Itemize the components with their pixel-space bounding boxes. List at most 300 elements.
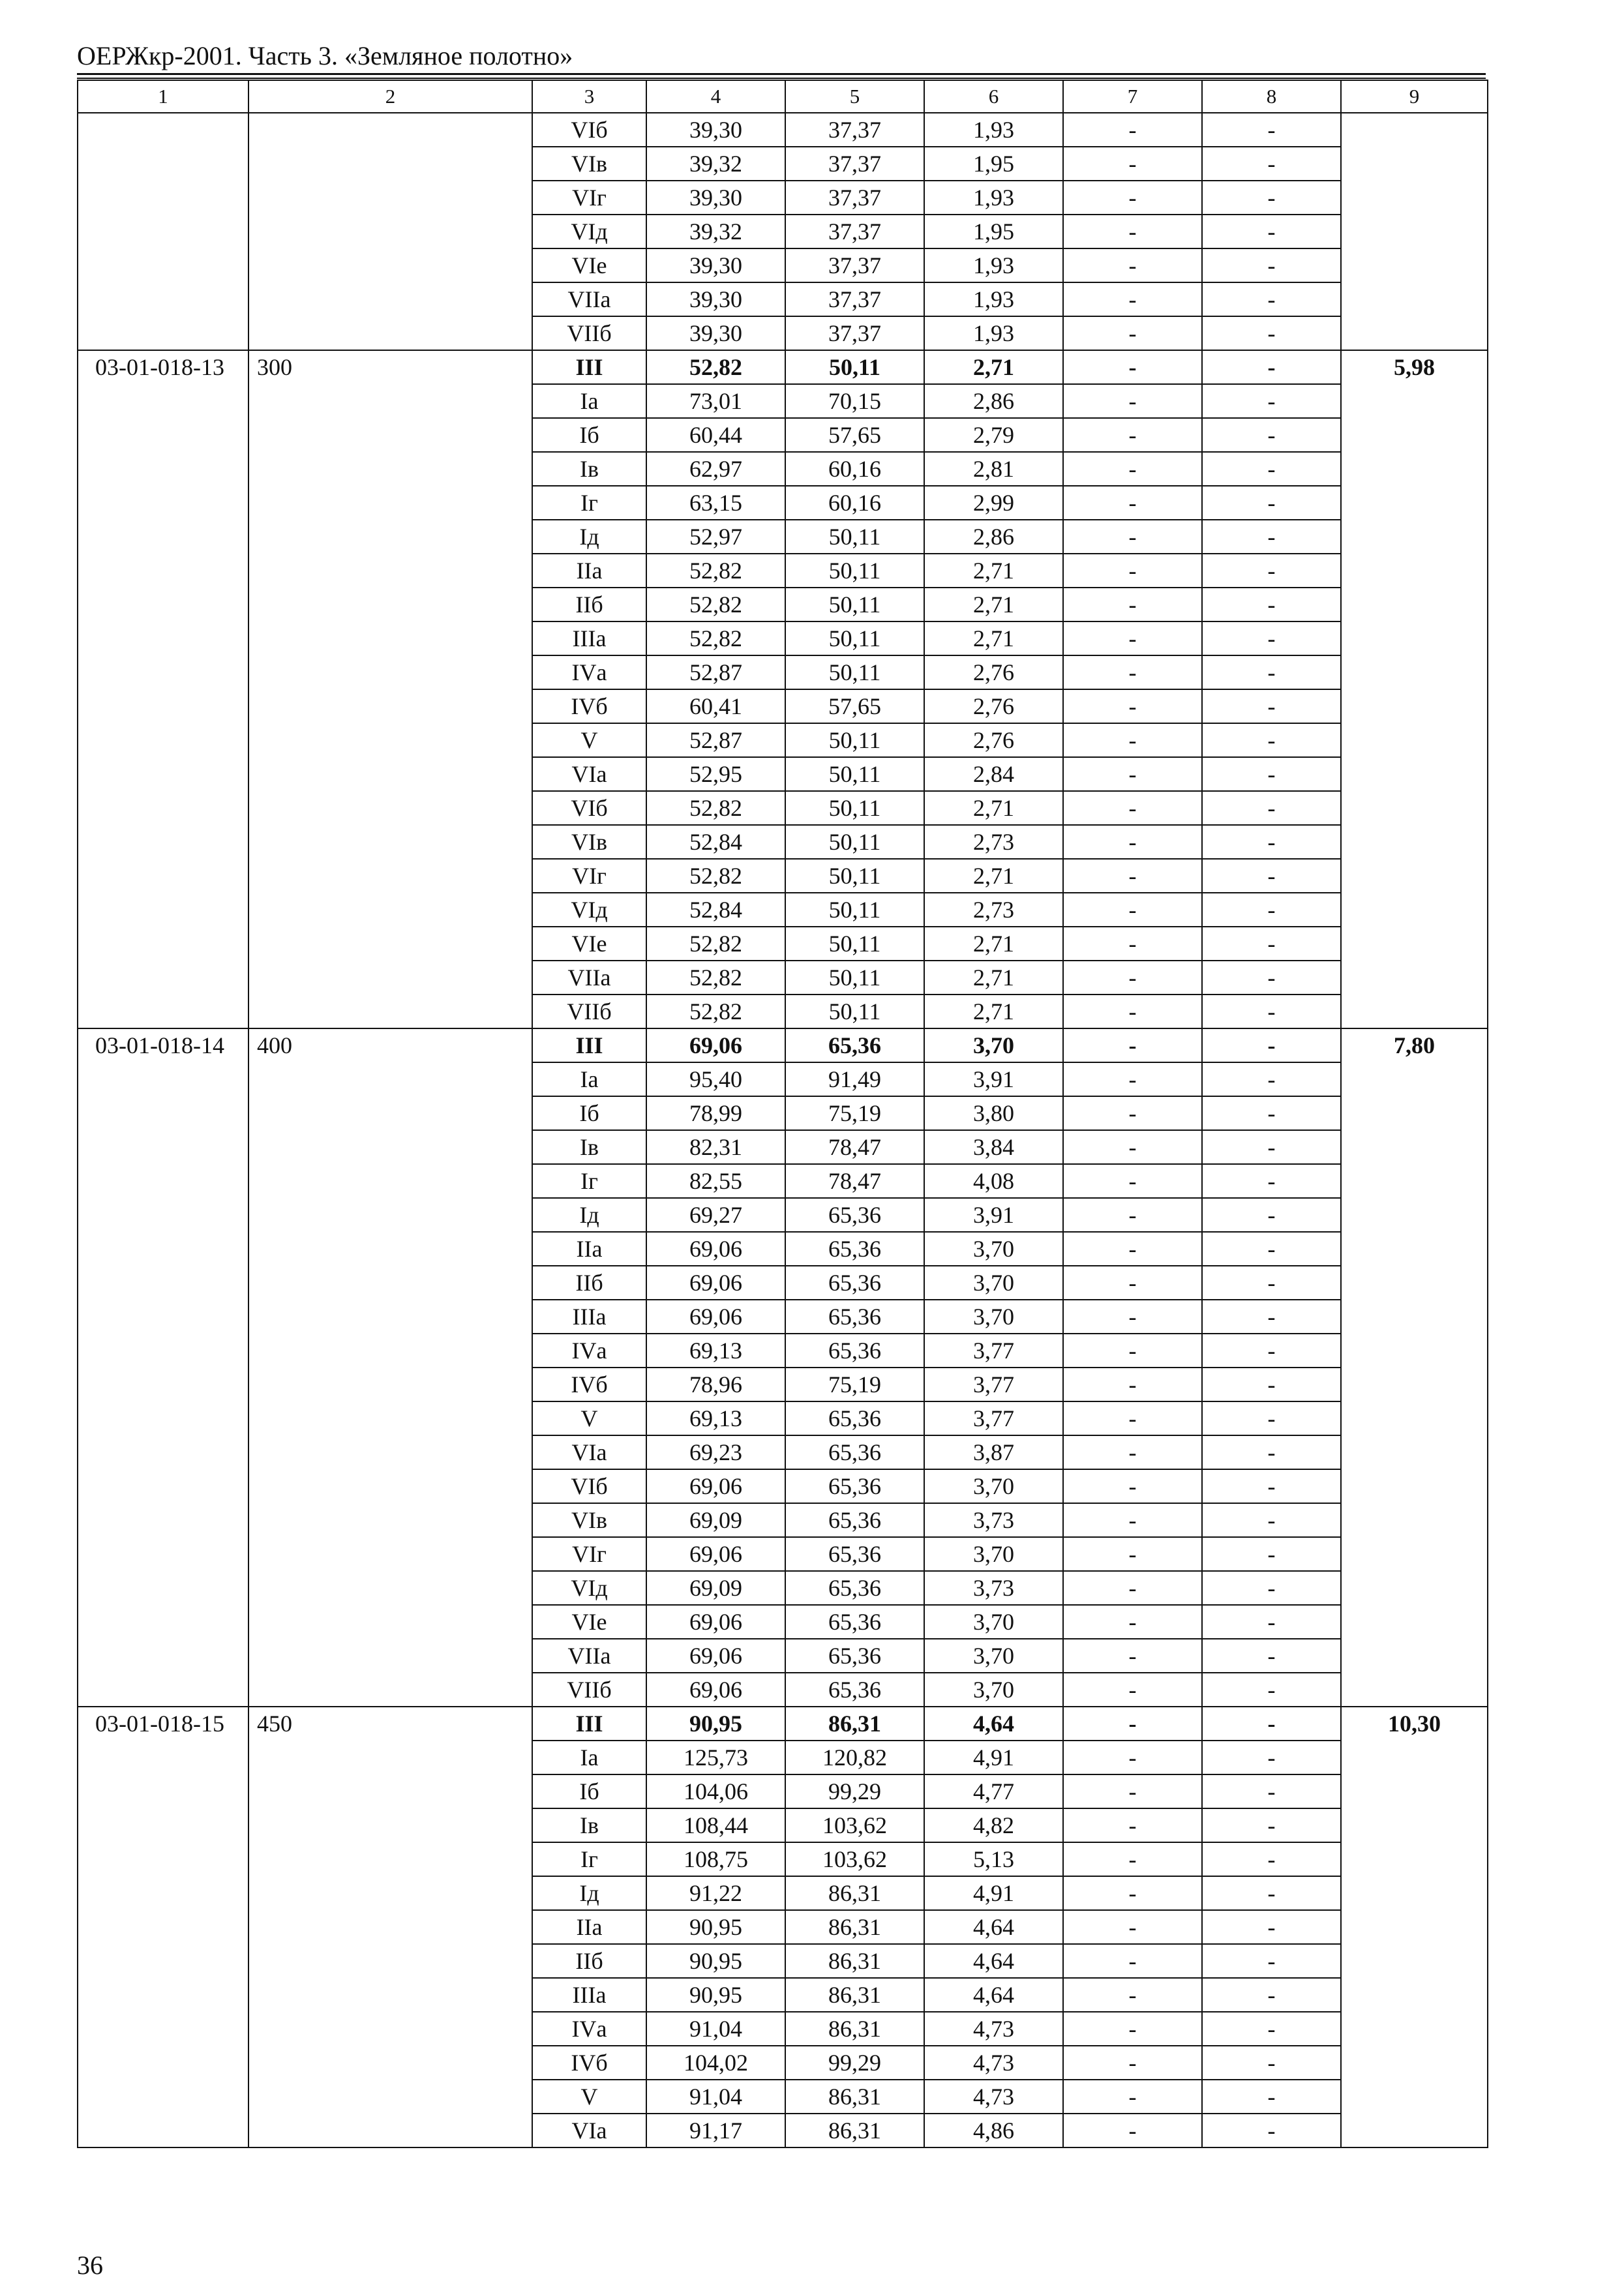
variant-cell: III xyxy=(532,1707,646,1741)
total-cost-cell: 104,02 xyxy=(646,2046,785,2080)
machine-cost-cell: 3,77 xyxy=(924,1401,1063,1435)
col8-cell: - xyxy=(1202,961,1341,995)
labor-cost-cell: 99,29 xyxy=(785,2046,924,2080)
machine-cost-cell: 4,64 xyxy=(924,1707,1063,1741)
col8-cell: - xyxy=(1202,655,1341,689)
variant-cell: IVб xyxy=(532,1368,646,1401)
machine-cost-cell: 2,71 xyxy=(924,554,1063,588)
labor-cost-cell: 65,36 xyxy=(785,1300,924,1334)
total-cost-cell: 104,06 xyxy=(646,1774,785,1808)
labor-cost-cell: 37,37 xyxy=(785,181,924,215)
machine-cost-cell: 3,80 xyxy=(924,1096,1063,1130)
col8-cell: - xyxy=(1202,1096,1341,1130)
labor-cost-cell: 57,65 xyxy=(785,689,924,723)
labor-cost-cell: 37,37 xyxy=(785,113,924,147)
total-cost-cell: 91,17 xyxy=(646,2114,785,2147)
labor-cost-cell: 86,31 xyxy=(785,1910,924,1944)
labor-cost-cell: 65,36 xyxy=(785,1401,924,1435)
total-cost-cell: 52,82 xyxy=(646,961,785,995)
col7-cell: - xyxy=(1063,1741,1202,1774)
col8-cell: - xyxy=(1202,1842,1341,1876)
col8-cell: - xyxy=(1202,1673,1341,1707)
col8-cell: - xyxy=(1202,282,1341,316)
col7-cell: - xyxy=(1063,1334,1202,1368)
col7-cell: - xyxy=(1063,1503,1202,1537)
total-cost-cell: 52,82 xyxy=(646,791,785,825)
total-cost-cell: 39,32 xyxy=(646,147,785,181)
col8-cell: - xyxy=(1202,621,1341,655)
labor-cost-cell: 78,47 xyxy=(785,1130,924,1164)
labor-cost-cell: 86,31 xyxy=(785,1978,924,2012)
col8-cell: - xyxy=(1202,1435,1341,1469)
labor-cost-cell: 78,47 xyxy=(785,1164,924,1198)
col7-cell: - xyxy=(1063,825,1202,859)
col8-cell: - xyxy=(1202,1164,1341,1198)
total-cost-cell: 73,01 xyxy=(646,384,785,418)
variant-cell: IVа xyxy=(532,1334,646,1368)
col8-cell: - xyxy=(1202,1876,1341,1910)
table-row xyxy=(78,113,1488,147)
variant-cell: Iа xyxy=(532,384,646,418)
col8-cell: - xyxy=(1202,1571,1341,1605)
col8-cell: - xyxy=(1202,350,1341,384)
labor-hours-cell xyxy=(1341,113,1488,350)
machine-cost-cell: 4,64 xyxy=(924,1910,1063,1944)
variant-cell: Iб xyxy=(532,1774,646,1808)
variant-cell: VIа xyxy=(532,757,646,791)
col8-cell: - xyxy=(1202,2114,1341,2147)
col7-cell: - xyxy=(1063,655,1202,689)
total-cost-cell: 69,06 xyxy=(646,1028,785,1062)
col8-cell: - xyxy=(1202,147,1341,181)
labor-cost-cell: 86,31 xyxy=(785,2012,924,2046)
col7-cell: - xyxy=(1063,791,1202,825)
labor-cost-cell: 65,36 xyxy=(785,1028,924,1062)
col8-cell: - xyxy=(1202,588,1341,621)
total-cost-cell: 69,06 xyxy=(646,1300,785,1334)
labor-cost-cell: 60,16 xyxy=(785,452,924,486)
col7-cell: - xyxy=(1063,1673,1202,1707)
labor-cost-cell: 50,11 xyxy=(785,825,924,859)
variant-cell: Iа xyxy=(532,1062,646,1096)
total-cost-cell: 69,09 xyxy=(646,1503,785,1537)
variant-cell: IVа xyxy=(532,2012,646,2046)
col7-cell: - xyxy=(1063,961,1202,995)
col8-cell: - xyxy=(1202,1198,1341,1232)
col7-cell: - xyxy=(1063,859,1202,893)
total-cost-cell: 63,15 xyxy=(646,486,785,520)
labor-cost-cell: 65,36 xyxy=(785,1469,924,1503)
capacity-cell: 300 xyxy=(248,350,532,1028)
machine-cost-cell: 3,77 xyxy=(924,1334,1063,1368)
table-row xyxy=(78,350,1488,384)
machine-cost-cell: 1,93 xyxy=(924,282,1063,316)
norm-code-cell xyxy=(78,113,248,350)
total-cost-cell: 82,31 xyxy=(646,1130,785,1164)
machine-cost-cell: 3,70 xyxy=(924,1028,1063,1062)
variant-cell: Iд xyxy=(532,1198,646,1232)
column-number: 4 xyxy=(646,80,785,113)
col7-cell: - xyxy=(1063,486,1202,520)
total-cost-cell: 60,41 xyxy=(646,689,785,723)
col7-cell: - xyxy=(1063,995,1202,1028)
total-cost-cell: 52,82 xyxy=(646,995,785,1028)
variant-cell: VIб xyxy=(532,113,646,147)
variant-cell: IIб xyxy=(532,588,646,621)
col8-cell: - xyxy=(1202,1028,1341,1062)
machine-cost-cell: 2,71 xyxy=(924,791,1063,825)
labor-cost-cell: 65,36 xyxy=(785,1503,924,1537)
total-cost-cell: 82,55 xyxy=(646,1164,785,1198)
col7-cell: - xyxy=(1063,452,1202,486)
total-cost-cell: 69,06 xyxy=(646,1673,785,1707)
machine-cost-cell: 3,70 xyxy=(924,1469,1063,1503)
labor-cost-cell: 86,31 xyxy=(785,1944,924,1978)
labor-cost-cell: 50,11 xyxy=(785,621,924,655)
total-cost-cell: 52,87 xyxy=(646,655,785,689)
total-cost-cell: 52,82 xyxy=(646,859,785,893)
machine-cost-cell: 3,70 xyxy=(924,1266,1063,1300)
labor-cost-cell: 37,37 xyxy=(785,215,924,248)
col8-cell: - xyxy=(1202,927,1341,961)
col7-cell: - xyxy=(1063,1978,1202,2012)
total-cost-cell: 52,84 xyxy=(646,825,785,859)
machine-cost-cell: 2,79 xyxy=(924,418,1063,452)
labor-cost-cell: 57,65 xyxy=(785,418,924,452)
machine-cost-cell: 3,84 xyxy=(924,1130,1063,1164)
table-row xyxy=(78,1028,1488,1062)
col8-cell: - xyxy=(1202,554,1341,588)
machine-cost-cell: 3,70 xyxy=(924,1537,1063,1571)
machine-cost-cell: 4,86 xyxy=(924,2114,1063,2147)
machine-cost-cell: 3,91 xyxy=(924,1198,1063,1232)
variant-cell: IIа xyxy=(532,1910,646,1944)
total-cost-cell: 69,06 xyxy=(646,1266,785,1300)
total-cost-cell: 52,82 xyxy=(646,621,785,655)
col8-cell: - xyxy=(1202,825,1341,859)
labor-cost-cell: 50,11 xyxy=(785,961,924,995)
capacity-cell: 400 xyxy=(248,1028,532,1707)
machine-cost-cell: 4,82 xyxy=(924,1808,1063,1842)
col7-cell: - xyxy=(1063,1910,1202,1944)
col8-cell: - xyxy=(1202,893,1341,927)
col8-cell: - xyxy=(1202,995,1341,1028)
norm-code-cell: 03-01-018-13 xyxy=(78,350,248,1028)
col7-cell: - xyxy=(1063,520,1202,554)
labor-cost-cell: 91,49 xyxy=(785,1062,924,1096)
labor-cost-cell: 50,11 xyxy=(785,554,924,588)
labor-cost-cell: 86,31 xyxy=(785,1876,924,1910)
col7-cell: - xyxy=(1063,1774,1202,1808)
norm-code-cell: 03-01-018-15 xyxy=(78,1707,248,2147)
variant-cell: Iа xyxy=(532,1741,646,1774)
col8-cell: - xyxy=(1202,1741,1341,1774)
col7-cell: - xyxy=(1063,282,1202,316)
machine-cost-cell: 4,77 xyxy=(924,1774,1063,1808)
variant-cell: VIд xyxy=(532,1571,646,1605)
col8-cell: - xyxy=(1202,2046,1341,2080)
col8-cell: - xyxy=(1202,486,1341,520)
machine-cost-cell: 2,71 xyxy=(924,588,1063,621)
machine-cost-cell: 2,71 xyxy=(924,927,1063,961)
col7-cell: - xyxy=(1063,316,1202,350)
total-cost-cell: 90,95 xyxy=(646,1910,785,1944)
machine-cost-cell: 3,91 xyxy=(924,1062,1063,1096)
labor-cost-cell: 75,19 xyxy=(785,1096,924,1130)
col7-cell: - xyxy=(1063,1232,1202,1266)
col7-cell: - xyxy=(1063,2114,1202,2147)
variant-cell: IIIа xyxy=(532,1978,646,2012)
col7-cell: - xyxy=(1063,1401,1202,1435)
total-cost-cell: 39,30 xyxy=(646,316,785,350)
labor-cost-cell: 86,31 xyxy=(785,2114,924,2147)
col8-cell: - xyxy=(1202,248,1341,282)
machine-cost-cell: 2,76 xyxy=(924,723,1063,757)
total-cost-cell: 95,40 xyxy=(646,1062,785,1096)
machine-cost-cell: 2,71 xyxy=(924,995,1063,1028)
total-cost-cell: 60,44 xyxy=(646,418,785,452)
labor-cost-cell: 50,11 xyxy=(785,859,924,893)
total-cost-cell: 52,82 xyxy=(646,927,785,961)
machine-cost-cell: 3,70 xyxy=(924,1673,1063,1707)
col7-cell: - xyxy=(1063,1062,1202,1096)
machine-cost-cell: 4,08 xyxy=(924,1164,1063,1198)
col7-cell: - xyxy=(1063,1537,1202,1571)
capacity-cell: 450 xyxy=(248,1707,532,2147)
variant-cell: III xyxy=(532,1028,646,1062)
total-cost-cell: 69,23 xyxy=(646,1435,785,1469)
labor-cost-cell: 103,62 xyxy=(785,1842,924,1876)
col7-cell: - xyxy=(1063,147,1202,181)
col7-cell: - xyxy=(1063,588,1202,621)
variant-cell: VIг xyxy=(532,1537,646,1571)
col8-cell: - xyxy=(1202,1910,1341,1944)
total-cost-cell: 69,06 xyxy=(646,1605,785,1639)
labor-cost-cell: 65,36 xyxy=(785,1435,924,1469)
variant-cell: VIIа xyxy=(532,961,646,995)
labor-cost-cell: 65,36 xyxy=(785,1605,924,1639)
machine-cost-cell: 3,70 xyxy=(924,1300,1063,1334)
machine-cost-cell: 3,70 xyxy=(924,1639,1063,1673)
col8-cell: - xyxy=(1202,1266,1341,1300)
labor-cost-cell: 50,11 xyxy=(785,350,924,384)
labor-hours-cell: 5,98 xyxy=(1341,350,1488,1028)
col8-cell: - xyxy=(1202,723,1341,757)
col7-cell: - xyxy=(1063,418,1202,452)
machine-cost-cell: 4,73 xyxy=(924,2080,1063,2114)
total-cost-cell: 91,04 xyxy=(646,2012,785,2046)
col8-cell: - xyxy=(1202,1605,1341,1639)
variant-cell: VIа xyxy=(532,2114,646,2147)
norm-code-cell: 03-01-018-14 xyxy=(78,1028,248,1707)
column-number: 2 xyxy=(248,80,532,113)
column-number-row xyxy=(78,80,1488,113)
col8-cell: - xyxy=(1202,1537,1341,1571)
variant-cell: VIб xyxy=(532,1469,646,1503)
labor-cost-cell: 50,11 xyxy=(785,655,924,689)
labor-cost-cell: 37,37 xyxy=(785,316,924,350)
machine-cost-cell: 2,84 xyxy=(924,757,1063,791)
col8-cell: - xyxy=(1202,181,1341,215)
col8-cell: - xyxy=(1202,1232,1341,1266)
variant-cell: VIб xyxy=(532,791,646,825)
col7-cell: - xyxy=(1063,2012,1202,2046)
machine-cost-cell: 1,95 xyxy=(924,147,1063,181)
total-cost-cell: 69,13 xyxy=(646,1334,785,1368)
machine-cost-cell: 1,95 xyxy=(924,215,1063,248)
variant-cell: Iг xyxy=(532,486,646,520)
col7-cell: - xyxy=(1063,350,1202,384)
col7-cell: - xyxy=(1063,621,1202,655)
col8-cell: - xyxy=(1202,316,1341,350)
labor-cost-cell: 65,36 xyxy=(785,1266,924,1300)
col7-cell: - xyxy=(1063,384,1202,418)
header-rule xyxy=(77,73,1486,75)
col7-cell: - xyxy=(1063,215,1202,248)
variant-cell: Iд xyxy=(532,1876,646,1910)
total-cost-cell: 69,09 xyxy=(646,1571,785,1605)
labor-cost-cell: 65,36 xyxy=(785,1673,924,1707)
machine-cost-cell: 4,64 xyxy=(924,1978,1063,2012)
col8-cell: - xyxy=(1202,1130,1341,1164)
labor-cost-cell: 50,11 xyxy=(785,588,924,621)
col8-cell: - xyxy=(1202,859,1341,893)
col8-cell: - xyxy=(1202,215,1341,248)
total-cost-cell: 90,95 xyxy=(646,1707,785,1741)
labor-cost-cell: 120,82 xyxy=(785,1741,924,1774)
total-cost-cell: 39,30 xyxy=(646,282,785,316)
col7-cell: - xyxy=(1063,2080,1202,2114)
col7-cell: - xyxy=(1063,1842,1202,1876)
labor-cost-cell: 86,31 xyxy=(785,1707,924,1741)
total-cost-cell: 69,06 xyxy=(646,1639,785,1673)
column-number: 7 xyxy=(1063,80,1202,113)
col8-cell: - xyxy=(1202,689,1341,723)
machine-cost-cell: 2,71 xyxy=(924,961,1063,995)
total-cost-cell: 39,30 xyxy=(646,248,785,282)
variant-cell: IIб xyxy=(532,1266,646,1300)
total-cost-cell: 39,32 xyxy=(646,215,785,248)
labor-cost-cell: 99,29 xyxy=(785,1774,924,1808)
variant-cell: VIд xyxy=(532,893,646,927)
total-cost-cell: 69,27 xyxy=(646,1198,785,1232)
col8-cell: - xyxy=(1202,2012,1341,2046)
variant-cell: VIIб xyxy=(532,995,646,1028)
labor-cost-cell: 37,37 xyxy=(785,147,924,181)
machine-cost-cell: 3,77 xyxy=(924,1368,1063,1401)
machine-cost-cell: 3,73 xyxy=(924,1571,1063,1605)
machine-cost-cell: 2,71 xyxy=(924,621,1063,655)
labor-cost-cell: 103,62 xyxy=(785,1808,924,1842)
col7-cell: - xyxy=(1063,1130,1202,1164)
total-cost-cell: 108,75 xyxy=(646,1842,785,1876)
machine-cost-cell: 2,76 xyxy=(924,689,1063,723)
variant-cell: IIIа xyxy=(532,1300,646,1334)
header-rule-secondary xyxy=(77,78,1486,79)
total-cost-cell: 62,97 xyxy=(646,452,785,486)
total-cost-cell: 52,82 xyxy=(646,554,785,588)
col7-cell: - xyxy=(1063,181,1202,215)
variant-cell: Iг xyxy=(532,1164,646,1198)
col7-cell: - xyxy=(1063,757,1202,791)
variant-cell: VIд xyxy=(532,215,646,248)
labor-cost-cell: 65,36 xyxy=(785,1232,924,1266)
capacity-cell xyxy=(248,113,532,350)
col8-cell: - xyxy=(1202,757,1341,791)
machine-cost-cell: 4,64 xyxy=(924,1944,1063,1978)
col7-cell: - xyxy=(1063,1368,1202,1401)
col8-cell: - xyxy=(1202,791,1341,825)
variant-cell: V xyxy=(532,723,646,757)
machine-cost-cell: 3,87 xyxy=(924,1435,1063,1469)
labor-cost-cell: 50,11 xyxy=(785,757,924,791)
col7-cell: - xyxy=(1063,1944,1202,1978)
col7-cell: - xyxy=(1063,248,1202,282)
variant-cell: Iв xyxy=(532,1130,646,1164)
col8-cell: - xyxy=(1202,1944,1341,1978)
variant-cell: IIб xyxy=(532,1944,646,1978)
total-cost-cell: 90,95 xyxy=(646,1944,785,1978)
variant-cell: VIа xyxy=(532,1435,646,1469)
labor-cost-cell: 50,11 xyxy=(785,893,924,927)
total-cost-cell: 39,30 xyxy=(646,113,785,147)
col7-cell: - xyxy=(1063,893,1202,927)
col8-cell: - xyxy=(1202,520,1341,554)
variant-cell: IIIа xyxy=(532,621,646,655)
labor-cost-cell: 50,11 xyxy=(785,723,924,757)
col7-cell: - xyxy=(1063,1639,1202,1673)
table-body xyxy=(78,80,1488,2147)
col7-cell: - xyxy=(1063,113,1202,147)
total-cost-cell: 52,82 xyxy=(646,350,785,384)
column-number: 1 xyxy=(78,80,248,113)
col7-cell: - xyxy=(1063,554,1202,588)
variant-cell: VIе xyxy=(532,927,646,961)
col7-cell: - xyxy=(1063,1435,1202,1469)
labor-cost-cell: 70,15 xyxy=(785,384,924,418)
variant-cell: IVб xyxy=(532,689,646,723)
col8-cell: - xyxy=(1202,1368,1341,1401)
col7-cell: - xyxy=(1063,1571,1202,1605)
col8-cell: - xyxy=(1202,1401,1341,1435)
machine-cost-cell: 4,91 xyxy=(924,1876,1063,1910)
labor-cost-cell: 60,16 xyxy=(785,486,924,520)
variant-cell: VIIб xyxy=(532,316,646,350)
machine-cost-cell: 1,93 xyxy=(924,113,1063,147)
col8-cell: - xyxy=(1202,1707,1341,1741)
col8-cell: - xyxy=(1202,113,1341,147)
col8-cell: - xyxy=(1202,452,1341,486)
col8-cell: - xyxy=(1202,1062,1341,1096)
total-cost-cell: 108,44 xyxy=(646,1808,785,1842)
col8-cell: - xyxy=(1202,1774,1341,1808)
variant-cell: Iб xyxy=(532,418,646,452)
total-cost-cell: 91,04 xyxy=(646,2080,785,2114)
col7-cell: - xyxy=(1063,1028,1202,1062)
variant-cell: V xyxy=(532,2080,646,2114)
machine-cost-cell: 2,71 xyxy=(924,859,1063,893)
col8-cell: - xyxy=(1202,1978,1341,2012)
total-cost-cell: 78,99 xyxy=(646,1096,785,1130)
col7-cell: - xyxy=(1063,1198,1202,1232)
labor-cost-cell: 65,36 xyxy=(785,1571,924,1605)
column-number: 9 xyxy=(1341,80,1488,113)
col8-cell: - xyxy=(1202,1334,1341,1368)
variant-cell: VIе xyxy=(532,1605,646,1639)
col7-cell: - xyxy=(1063,1605,1202,1639)
col7-cell: - xyxy=(1063,1808,1202,1842)
variant-cell: III xyxy=(532,350,646,384)
